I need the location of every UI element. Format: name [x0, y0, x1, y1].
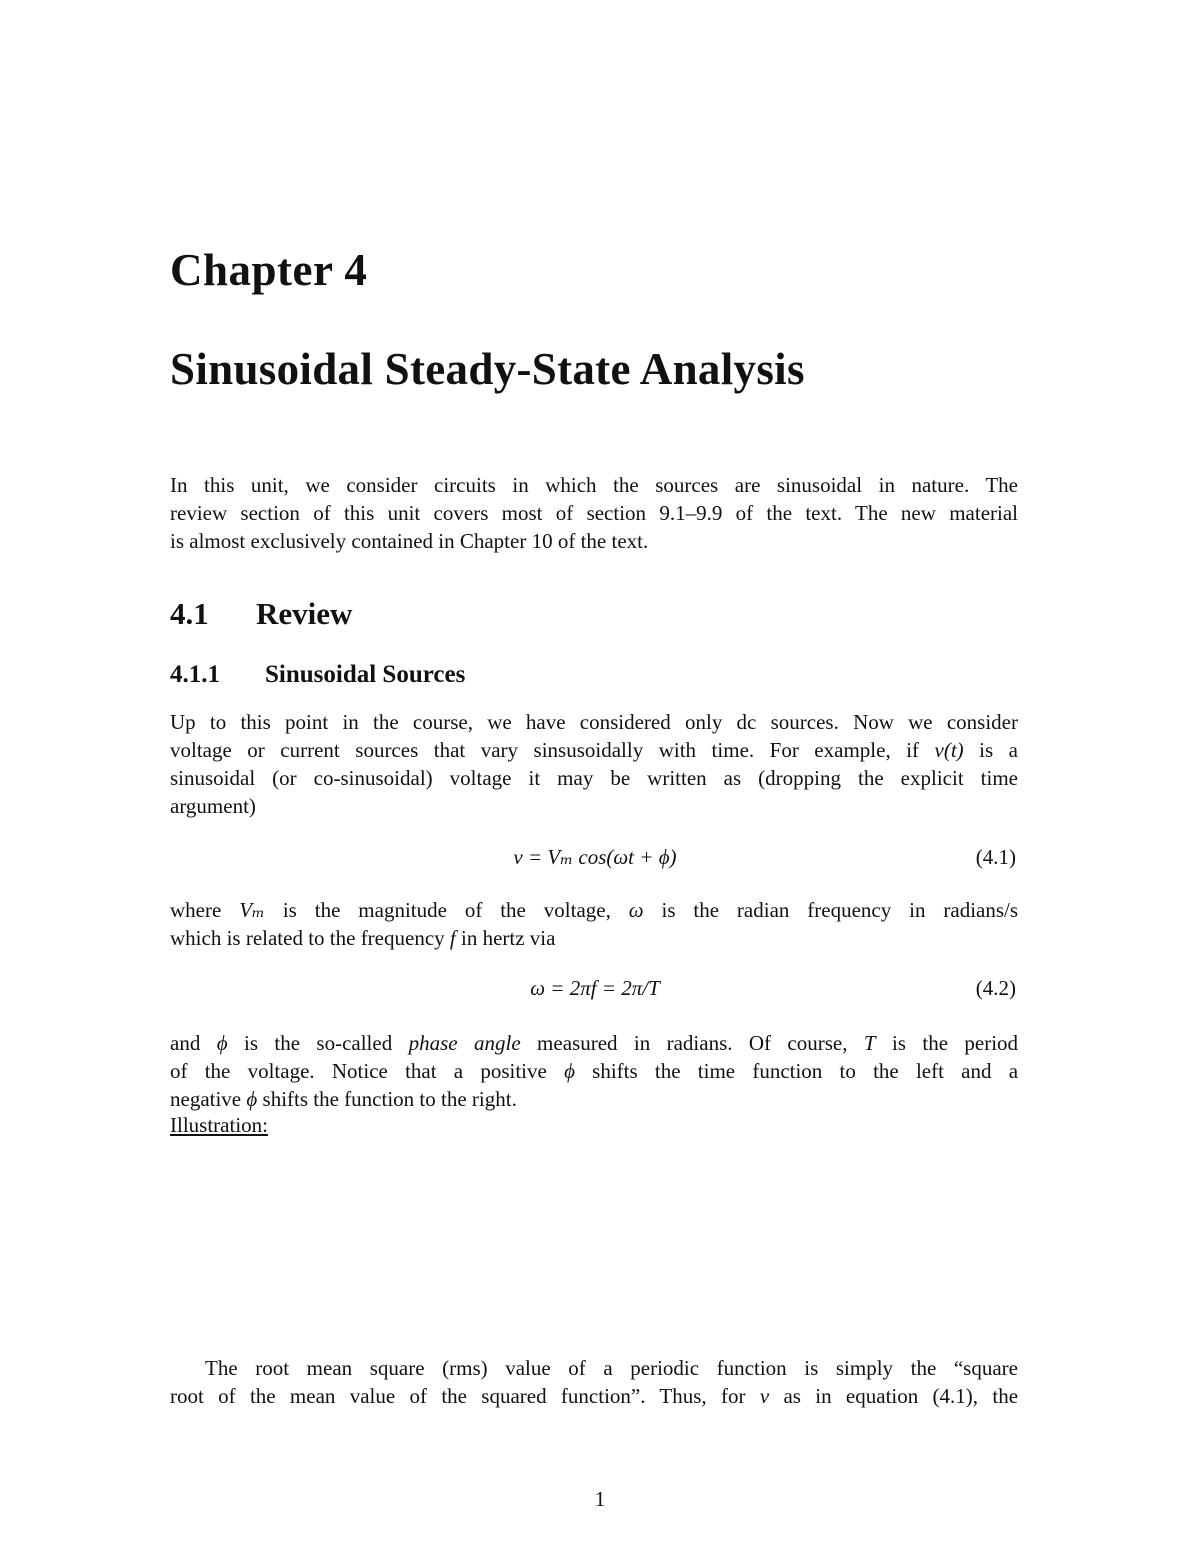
emphasis-phase-angle: phase angle	[408, 1031, 521, 1055]
equation-4-1	[170, 845, 1018, 875]
equation-4-2	[170, 976, 1018, 1006]
paragraph-line	[170, 1029, 1018, 1057]
text-run: negative	[170, 1087, 242, 1111]
equation-number: (4.1)	[975, 845, 1016, 869]
intro-line: In this unit, we consider circuits in which the sources are sinusoidal in nature. The	[170, 473, 1018, 497]
chapter-title: Sinusoidal Steady-State Analysis	[170, 344, 805, 394]
text-run: is the radian frequency in radians/s	[661, 898, 1019, 922]
text-run: of the voltage. Notice that a positive	[170, 1059, 547, 1083]
math-phi: ϕ	[246, 1087, 258, 1111]
text-run: is the magnitude of the voltage,	[282, 898, 611, 922]
paragraph-line: The root mean square (rms) value of a periodic function is simply the “square	[205, 1356, 1018, 1380]
paragraph-phase	[170, 1029, 1018, 1113]
intro-line: review section of this unit covers most of section 9.1–9.9 of the text. The new material	[170, 501, 1018, 525]
illustration-label: Illustration:	[170, 1113, 268, 1137]
text-run: measured in radians. Of course,	[537, 1031, 848, 1055]
paragraph-line: argument)	[170, 794, 256, 818]
section-number: 4.1	[170, 596, 209, 631]
text-run: where	[170, 898, 222, 922]
math-T: T	[863, 1031, 876, 1055]
math-omega: ω	[628, 898, 644, 922]
paragraph-line	[170, 1382, 1018, 1410]
equation-expression: ω = 2πf = 2π/T	[530, 976, 660, 1000]
text-run: voltage or current sources that vary sinsusoidally with time. For example, if	[170, 738, 920, 762]
text-run: is the period	[891, 1031, 1019, 1055]
math-v: v	[759, 1384, 770, 1408]
subsection-number: 4.1.1	[170, 661, 220, 688]
paragraph-line	[170, 896, 1018, 924]
math-phi: ϕ	[564, 1059, 575, 1083]
text-run: is the so-called	[243, 1031, 393, 1055]
page-number: 1	[594, 1487, 606, 1511]
text-run: is a	[979, 738, 1018, 762]
intro-paragraph	[170, 471, 1018, 555]
paragraph-line: sinusoidal (or co-sinusoidal) voltage it may be written as (dropping the explicit time	[170, 766, 1018, 790]
math-phi: ϕ	[216, 1031, 228, 1055]
text-run: shifts the time function to the left and a	[592, 1059, 1019, 1083]
paragraph-line: Up to this point in the course, we have considered only dc sources. Now we consider	[170, 710, 1018, 734]
paragraph-rms	[170, 1354, 1018, 1410]
text-run: shifts the function to the right.	[262, 1087, 517, 1111]
paragraph-line	[170, 1085, 1018, 1113]
chapter-label: Chapter 4	[170, 245, 368, 295]
paragraph-line	[170, 1057, 1018, 1085]
subsection-title: Sinusoidal Sources	[265, 661, 466, 688]
math-vm: Vₘ	[239, 898, 265, 922]
intro-line: is almost exclusively contained in Chapter 10 of the text.	[170, 529, 649, 553]
paragraph-sources	[170, 708, 1018, 820]
paragraph-line	[170, 924, 1018, 952]
section-heading	[170, 597, 352, 631]
text-run: root of the mean value of the squared function”. Thus, for	[170, 1384, 746, 1408]
text-run: and	[170, 1031, 201, 1055]
equation-expression: v = Vₘ cos(ωt + ϕ)	[513, 845, 677, 869]
text-run: which is related to the frequency	[170, 926, 445, 950]
math-f: f	[449, 926, 456, 950]
math-v-of-t: v(t)	[934, 738, 964, 762]
paragraph-line	[170, 736, 1018, 764]
text-run: as in equation (4.1), the	[783, 1384, 1019, 1408]
section-title: Review	[256, 596, 353, 631]
text-run: in hertz via	[460, 926, 556, 950]
paragraph-where	[170, 896, 1018, 952]
equation-number: (4.2)	[975, 976, 1016, 1000]
illustration-blank-area	[170, 1150, 1018, 1340]
subsection-heading	[170, 661, 465, 689]
